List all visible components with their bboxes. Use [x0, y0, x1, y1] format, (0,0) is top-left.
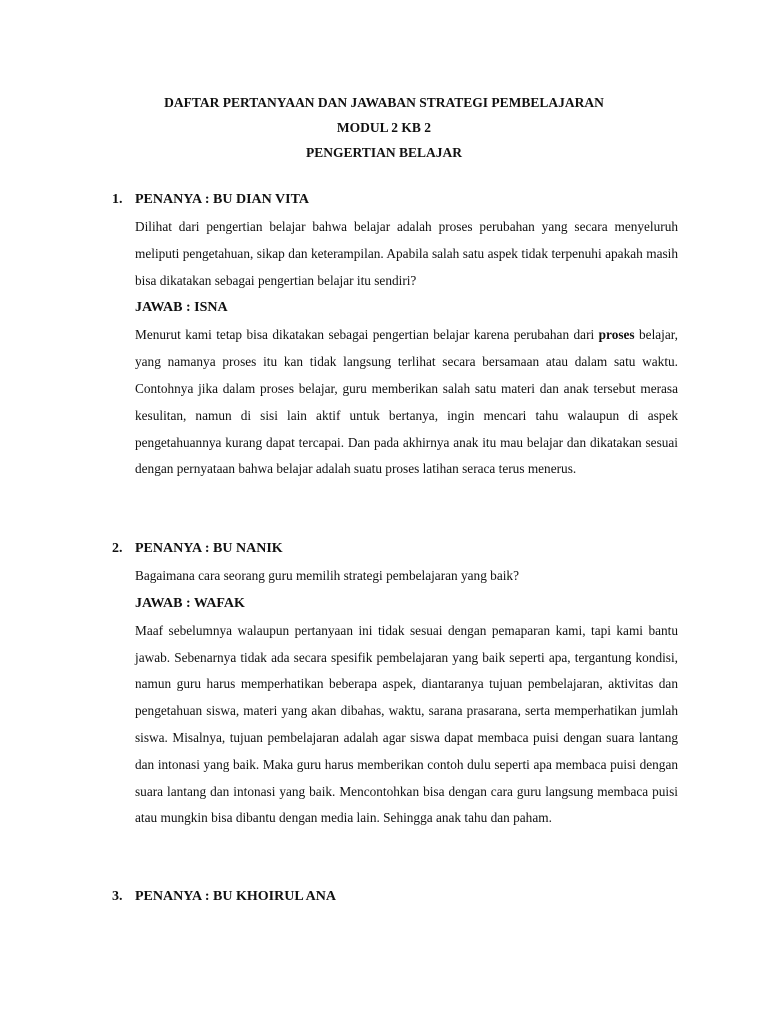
qa-item-1-answer-part-1: Menurut kami tetap bisa dikatakan sebagai pengertian belajar karena perubahan dari — [135, 327, 599, 343]
title-line-3: PENGERTIAN BELAJAR — [306, 145, 462, 160]
qa-item-3-asker: PENANYA : BU KHOIRUL ANA — [135, 889, 336, 904]
qa-item-1-number: 1. — [112, 192, 123, 207]
qa-item-1-answer — [135, 322, 678, 483]
qa-item-2-number: 2. — [112, 541, 123, 556]
qa-item-2 — [112, 535, 678, 832]
qa-item-1-heading — [112, 186, 678, 214]
qa-item-1-asker: PENANYA : BU DIAN VITA — [135, 192, 309, 207]
qa-item-1-question: Dilihat dari pengertian belajar bahwa belajar adalah proses perubahan yang secara menyeluruh meliputi pengetahuan, sikap dan keterampilan. Apabila salah satu aspek tidak terpenuhi apakah masih bisa dikatakan sebagai pengertian belajar itu sendiri? — [135, 219, 678, 288]
title-line-1: DAFTAR PERTANYAAN DAN JAWABAN STRATEGI PEMBELAJARAN — [164, 95, 604, 110]
qa-item-1 — [112, 186, 678, 483]
qa-item-2-heading — [112, 535, 678, 563]
qa-item-2-asker: PENANYA : BU NANIK — [135, 541, 283, 556]
qa-item-1-answerer: JAWAB : ISNA — [135, 300, 228, 316]
qa-item-1-answer-part-2: belajar, yang namanya proses itu kan tidak langsung terlihat secara bersamaan atau dalam satu waktu. Contohnya jika dalam proses belajar, guru memberikan salah satu materi dan anak tersebut merasa kesulitan, namun di sisi lain aktif untuk bertanya, ingin mencari tahu walaupun di aspek pengetahuannya kurang dapat tercapai. Dan pada akhirnya anak itu mau belajar dan dikatakan sesuai dengan pernyataan bahwa belajar adalah suatu proses latihan seraca terus menerus. — [135, 327, 678, 477]
qa-item-3-heading — [112, 883, 678, 911]
qa-item-1-answer-bold: proses — [598, 327, 635, 343]
qa-item-2-question: Bagaimana cara seorang guru memilih strategi pembelajaran yang baik? — [135, 568, 519, 583]
title-line-2: MODUL 2 KB 2 — [336, 120, 432, 135]
qa-item-3 — [112, 883, 678, 911]
document-title — [0, 90, 768, 165]
qa-item-3-number: 3. — [112, 889, 123, 904]
qa-item-2-answer: Maaf sebelumnya walaupun pertanyaan ini tidak sesuai dengan pemaparan kami, tapi kami bantu jawab. Sebenarnya tidak ada secara spesifik pembelajaran yang baik seperti apa, tergantung kondisi, namun guru harus memperhatikan beberapa aspek, diantaranya tujuan pembelajaran, aktivitas dan pengetahuan siswa, materi yang akan dibahas, waktu, sarana prasarana, serta memperhatikan jumlah siswa. Misalnya, tujuan pembelajaran adalah agar siswa dapat membaca puisi dengan suara lantang dan intonasi yang baik. Maka guru harus memberikan contoh dulu seperti apa membaca puisi dengan suara lantang dan intonasi yang baik. Mencontohkan bisa dengan cara guru langsung membaca puisi atau mungkin bisa dibantu dengan media lain. Sehingga anak tahu dan paham. — [135, 622, 678, 826]
qa-item-2-answerer: JAWAB : WAFAK — [135, 595, 245, 611]
